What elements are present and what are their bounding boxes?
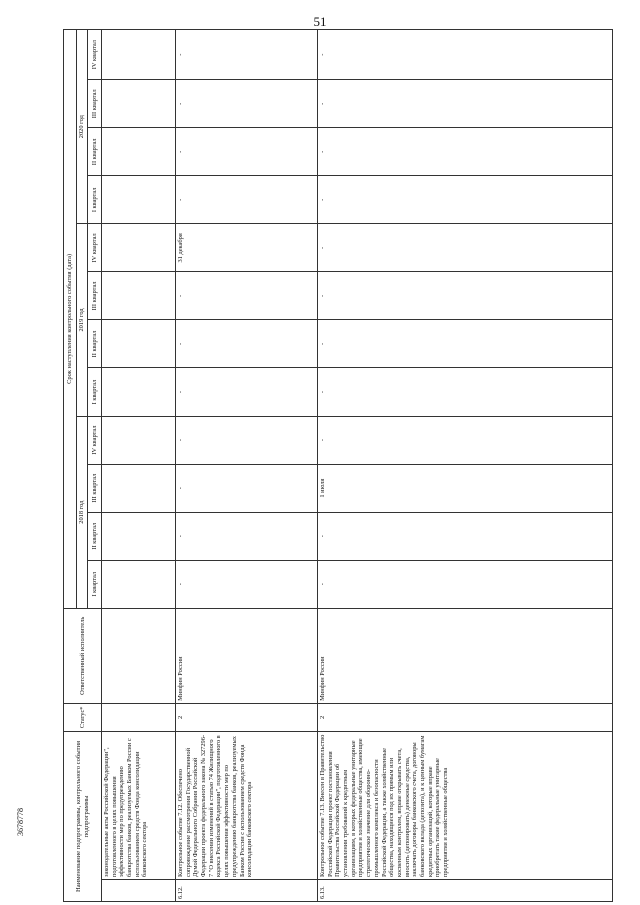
table-row xyxy=(176,30,318,902)
quarter-cell: - xyxy=(176,272,318,320)
row-name: законодательные акты Российской Федерации", подготовленного в целях повышения эффективности мер по предупреждению банкротства банков, реализуемых Банком России с использованием средств Фонда консолидации банковского сектора xyxy=(102,731,176,879)
quarter-cell: - xyxy=(176,320,318,368)
quarter-header: IV квартал xyxy=(88,224,102,272)
quarter-header: III квартал xyxy=(88,464,102,512)
table-row xyxy=(102,30,176,902)
quarter-header: III квартал xyxy=(88,272,102,320)
col-status-header: Статус* xyxy=(64,703,102,731)
quarter-cell: - xyxy=(318,272,613,320)
quarter-cell: - xyxy=(176,368,318,416)
quarter-cell xyxy=(102,368,176,416)
quarter-cell xyxy=(102,128,176,176)
quarter-cell: 31 декабря xyxy=(176,224,318,272)
quarter-cell: - xyxy=(176,128,318,176)
quarter-cell xyxy=(102,176,176,224)
quarter-cell xyxy=(102,30,176,80)
quarter-cell xyxy=(102,560,176,608)
row-number: 6.13. xyxy=(318,879,613,901)
quarter-cell xyxy=(102,80,176,128)
quarter-cell xyxy=(102,272,176,320)
quarter-cell: - xyxy=(318,416,613,464)
col-name-header: Наименование подпрограммы, контрольного события подпрограммы xyxy=(64,731,102,901)
row-executor: Минфин России xyxy=(176,608,318,703)
row-number xyxy=(102,879,176,901)
quarter-cell: - xyxy=(318,30,613,80)
quarter-cell: - xyxy=(318,224,613,272)
quarter-cell: - xyxy=(318,368,613,416)
quarter-cell: 1 июля xyxy=(318,464,613,512)
col-deadline-header: Срок наступления контрольного события (дата) xyxy=(64,30,77,609)
row-name: Контрольное событие 7.12. Обеспечено сопровождение рассмотрения Государственной Думой Федерального Собрания Российской Федерации проекта федерального закона № 327296-7 "О внесении изменений в статью 74 Жилищного кодекса Российской Федерации", подготовленного в целях повышения эффективности мер по предупреждению банкротства банков, реализуемых Банком России с использованием средств Фонда консолидации банковского сектора xyxy=(176,731,318,879)
quarter-header: III квартал xyxy=(88,80,102,128)
page-number: 51 xyxy=(313,14,327,29)
table-row xyxy=(318,30,613,902)
quarter-header: II квартал xyxy=(88,320,102,368)
quarter-cell: - xyxy=(318,80,613,128)
quarter-cell: - xyxy=(318,320,613,368)
row-executor: Минфин России xyxy=(318,608,613,703)
row-status: 2 xyxy=(176,703,318,731)
quarter-cell: - xyxy=(176,560,318,608)
quarter-cell: - xyxy=(318,512,613,560)
control-events-table xyxy=(63,29,613,902)
quarter-cell: - xyxy=(318,560,613,608)
quarter-cell xyxy=(102,512,176,560)
quarter-cell: - xyxy=(176,176,318,224)
quarter-header: I квартал xyxy=(88,560,102,608)
row-executor xyxy=(102,608,176,703)
quarter-header: II квартал xyxy=(88,512,102,560)
quarter-cell: - xyxy=(176,464,318,512)
quarter-cell xyxy=(102,224,176,272)
row-status xyxy=(102,703,176,731)
quarter-cell: - xyxy=(318,176,613,224)
quarter-cell xyxy=(102,320,176,368)
col-executor-header: Ответственный исполнитель xyxy=(64,608,102,703)
quarter-cell xyxy=(102,416,176,464)
year-2020-header: 2020 год xyxy=(77,30,88,224)
quarter-cell: - xyxy=(176,80,318,128)
quarter-header: I квартал xyxy=(88,368,102,416)
quarter-header: IV квартал xyxy=(88,416,102,464)
year-2018-header: 2018 год xyxy=(77,416,88,608)
quarter-cell: - xyxy=(176,30,318,80)
quarter-cell: - xyxy=(176,416,318,464)
quarter-cell: - xyxy=(176,512,318,560)
row-status: 2 xyxy=(318,703,613,731)
quarter-cell: - xyxy=(318,128,613,176)
quarter-header: IV квартал xyxy=(88,30,102,80)
document-id: 3678778 xyxy=(16,808,25,836)
row-name: Контрольное событие 7.13. Внесен в Правительство Российской Федерации проект постановления Правительства Российской Федерации об установлении требований к кредитным организациям, в которых федеральные унитарные предприятия и хозяйственные общества, имеющие стратегическое значение для оборонно-промышленного комплекса и безопасности Российской Федерации, а также хозяйственные общества, находящиеся под их прямым или косвенным контролем, вправе открывать счета, вносить (депонировать) денежные средства, заключать договоры банковского счета, договоры банковского вклада (депозита), и к ценным бумагам кредитных организаций, которые вправе приобретать такие федеральные унитарные предприятия и хозяйственные общества xyxy=(318,731,613,879)
quarter-header: I квартал xyxy=(88,176,102,224)
quarter-header: II квартал xyxy=(88,128,102,176)
quarter-cell xyxy=(102,464,176,512)
year-2019-header: 2019 год xyxy=(77,224,88,416)
row-number: 6.12. xyxy=(176,879,318,901)
schedule-table-rotated xyxy=(63,29,613,902)
